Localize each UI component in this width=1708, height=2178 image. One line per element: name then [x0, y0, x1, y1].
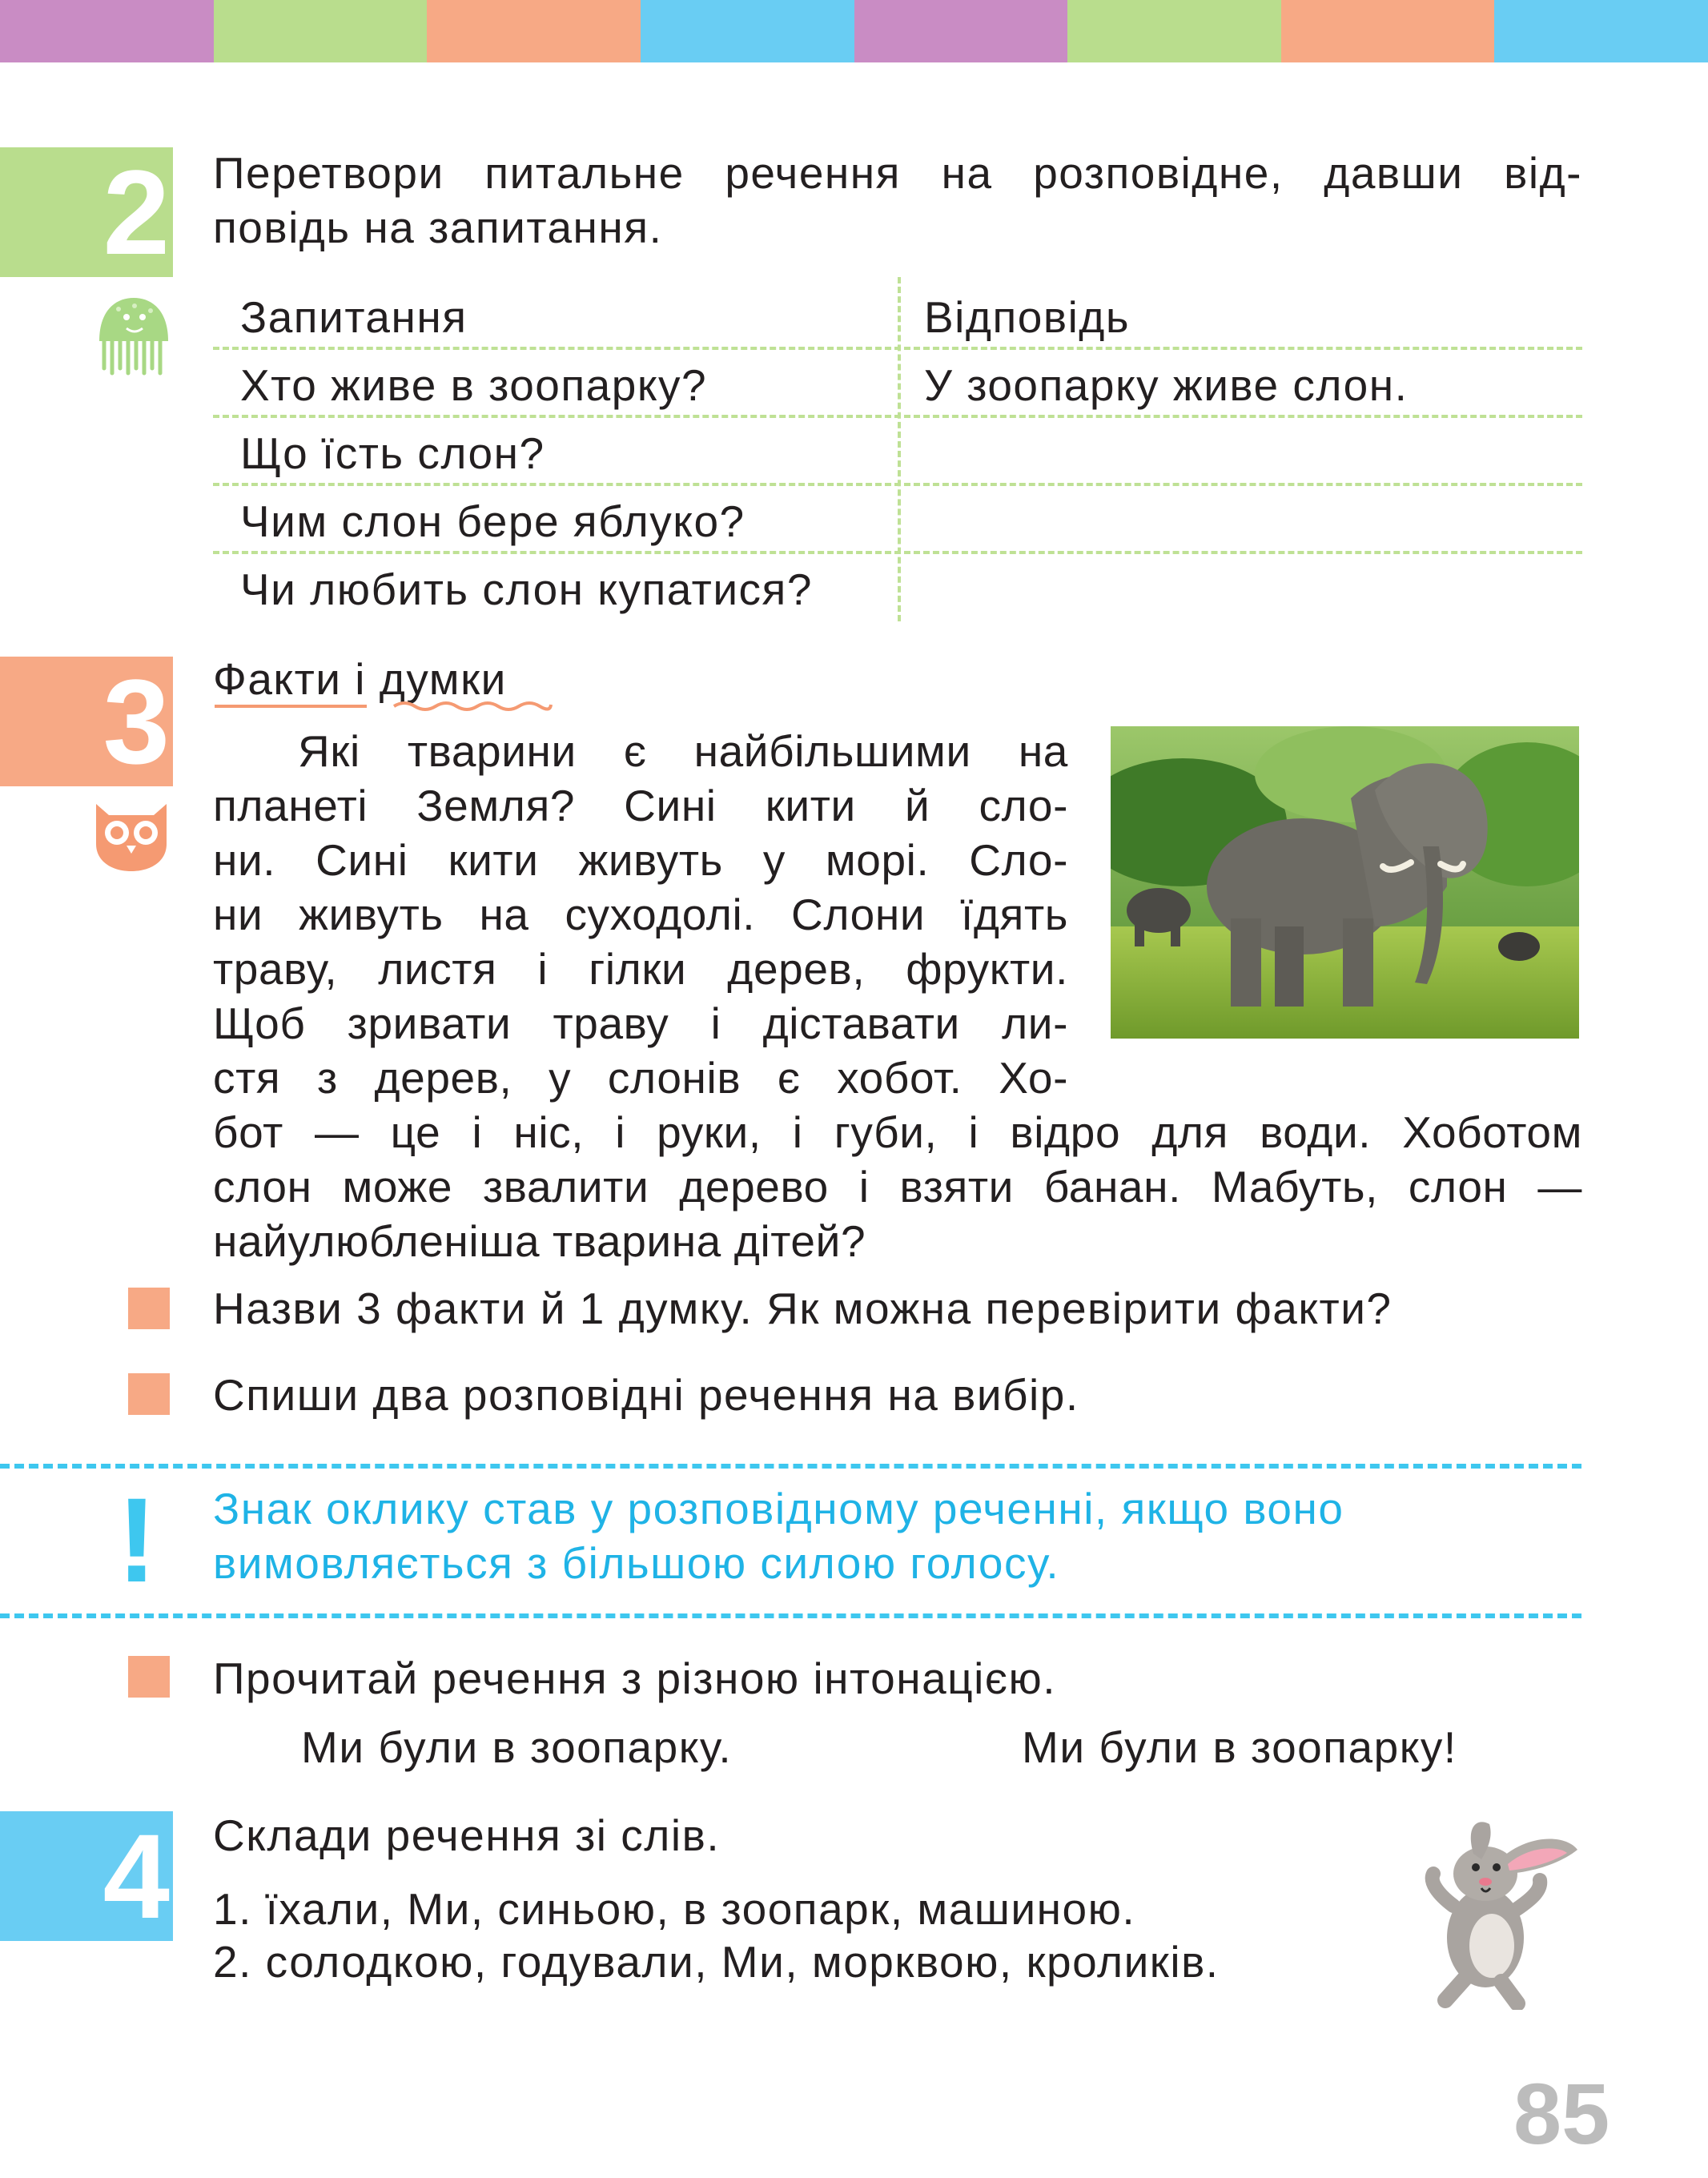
- task4-item1: 1. їхали, Ми, синьою, в зоопарк, машиною.: [213, 1884, 1136, 1934]
- top-bar-segment: [1281, 0, 1495, 62]
- table-question: Хто живе в зоопарку?: [240, 360, 708, 410]
- bullet-square: [128, 1288, 170, 1329]
- table-header-answer: Відповідь: [924, 292, 1131, 342]
- task2-instruction-line2: повідь на запитання.: [213, 203, 663, 252]
- table-row: [213, 350, 1582, 418]
- task3-bullet1: Назви 3 факти й 1 думку. Як можна перевірити факти?: [213, 1284, 1393, 1333]
- jellyfish-icon: [94, 295, 173, 376]
- text-line: слон може звалити дерево і взяти банан. Мабуть, слон —: [213, 1162, 1582, 1212]
- bullet-square: [128, 1656, 170, 1698]
- top-bar-segment: [854, 0, 1068, 62]
- example-sentence-2: Ми були в зоопарку!: [1022, 1722, 1457, 1772]
- table-row: [213, 486, 1582, 554]
- text-line: ни живуть на суходолі. Слони їдять: [213, 890, 1068, 939]
- task3-bullet2: Спиши два розповідні речення на вибір.: [213, 1370, 1079, 1420]
- rule-line1: Знак оклику став у розповідному реченні, якщо воно: [213, 1484, 1344, 1533]
- table-question: Що їсть слон?: [240, 428, 545, 478]
- task2-instruction-line1: Перетвори питальне речення на розповідне, давши від-: [213, 148, 1582, 198]
- title-word-thoughts: думки: [379, 654, 507, 704]
- title-underline-straight: [215, 703, 367, 709]
- table-answer: У зоопарку живе слон.: [924, 360, 1409, 410]
- task3-text-wrapped: [213, 724, 1068, 1105]
- text-line: ни. Сині кити живуть у морі. Сло-: [213, 835, 1068, 885]
- text-line: Щоб зривати траву і діставати ли-: [213, 999, 1068, 1048]
- top-bar-segment: [641, 0, 854, 62]
- text-line: Які тварини є найбільшими на: [298, 726, 1068, 776]
- text-line: бот — це і ніс, і руки, і губи, і відро для води. Хоботом: [213, 1107, 1582, 1157]
- task4-item2: 2. солодкою, годували, Ми, морквою, кроликів.: [213, 1937, 1220, 1987]
- rule-text: [213, 1481, 1344, 1590]
- task-number-2: 2: [0, 147, 173, 277]
- rule-line2: вимовляється з більшою силою голосу.: [213, 1538, 1060, 1588]
- elephant-photo: [1111, 726, 1579, 1039]
- text-line: стя з дерев, у слонів є хобот. Хо-: [213, 1053, 1068, 1103]
- table-question: Чи любить слон купатися?: [240, 565, 813, 614]
- task3-bullet3: Прочитай речення з різною інтонацією.: [213, 1654, 1056, 1703]
- top-bar-segment: [427, 0, 641, 62]
- title-word-and: і: [355, 654, 367, 704]
- top-bar-segment: [0, 0, 214, 62]
- text-line: планеті Земля? Сині кити й сло-: [213, 781, 1068, 830]
- task-number-4: 4: [0, 1811, 173, 1941]
- question-answer-table: [213, 282, 1582, 622]
- table-header-question: Запитання: [240, 292, 468, 342]
- top-bar-segment: [1067, 0, 1281, 62]
- table-row: [213, 418, 1582, 486]
- example-sentence-1: Ми були в зоопарку.: [301, 1722, 733, 1772]
- table-row: [213, 554, 1582, 622]
- rule-top-border: [0, 1464, 1581, 1469]
- table-question: Чим слон бере яблуко?: [240, 496, 745, 546]
- bullet-square: [128, 1373, 170, 1415]
- text-line: траву, листя і гілки дерев, фрукти.: [213, 944, 1068, 994]
- task3-text-full: [213, 1105, 1582, 1268]
- top-color-bar: [0, 0, 1708, 62]
- top-bar-segment: [214, 0, 428, 62]
- table-header-row: [213, 282, 1582, 350]
- task2-instruction: [213, 146, 1582, 255]
- top-bar-segment: [1494, 0, 1708, 62]
- title-underline-wavy: [392, 698, 553, 714]
- task-number-3: 3: [0, 657, 173, 786]
- task4-instruction: Склади речення зі слів.: [213, 1810, 721, 1860]
- rule-bottom-border: [0, 1613, 1581, 1618]
- owl-icon: [90, 799, 173, 873]
- rabbit-illustration: [1397, 1818, 1581, 2010]
- title-word-facts: Факти: [213, 654, 342, 704]
- exclamation-mark: !: [117, 1473, 157, 1607]
- page-number: 85: [1513, 2065, 1610, 2162]
- text-line: найулюбленіша тварина дітей?: [213, 1216, 866, 1266]
